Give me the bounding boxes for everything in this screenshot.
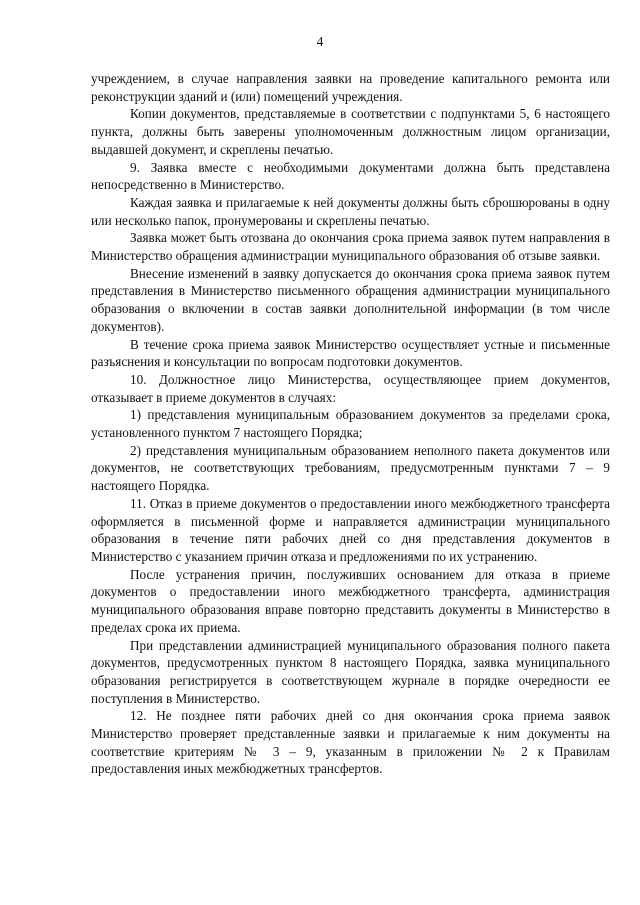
list-item: 2) представления муниципальным образованием неполного пакета документов или документов, не соответствующих требованиям, предусмотренным пунктами 7 – 9 настоящего Порядка. [91, 442, 610, 494]
paragraph: 10. Должностное лицо Министерства, осуществляющее прием документов, отказывает в приеме документов в случаях: [91, 371, 610, 405]
paragraph: При представлении администрацией муниципального образования полного пакета документов, предусмотренных пунктом 8 настоящего Порядка, заявка муниципального образования регистрируется в соответствующем журнале в порядке очередности ее поступления в Министерство. [91, 637, 610, 706]
paragraph: 12. Не позднее пяти рабочих дней со дня окончания срока приема заявок Министерство проверяет представленные заявки и прилагаемые к ним документы на соответствие критериям № 3 – 9, указанным в приложении № 2 к Правилам предоставления иных межбюджетных трансфертов. [91, 708, 610, 777]
paragraph: Копии документов, представляемые в соответствии с подпунктами 5, 6 настоящего пункта, должны быть заверены уполномоченным должностным лицом организации, выдавшей документ, и скреплены печатью. [91, 106, 610, 157]
paragraph: 9. Заявка вместе с необходимыми документами должна быть представлена непосредственно в Министерство. [91, 159, 610, 193]
paragraph: Каждая заявка и прилагаемые к ней документы должны быть сброшюрованы в одну или несколько папок, пронумерованы и скреплены печатью. [91, 194, 610, 228]
paragraph: После устранения причин, послуживших основанием для отказа в приеме документов о предоставлении иного межбюджетного трансферта, администрация муниципального образования вправе повторно представить документы в Министерство в пределах срока их приема. [91, 566, 610, 635]
paragraph: учреждением, в случае направления заявки на проведение капитального ремонта или реконструкции зданий и (или) помещений учреждения. [91, 71, 610, 104]
paragraph: Заявка может быть отозвана до окончания срока приема заявок путем направления в Министерство обращения администрации муниципального образования об отзыве заявки. [91, 230, 610, 264]
page-number: 4 [316, 34, 324, 49]
paragraph: 11. Отказ в приеме документов о предоставлении иного межбюджетного трансферта оформляется в письменной форме и направляется администрации муниципального образования в течение пяти рабочих дней со дня представления документов в Министерство с указанием причин отказа и предложениями по их устранению. [91, 495, 610, 564]
paragraph: В течение срока приема заявок Министерство осуществляет устные и письменные разъяснения и консультации по вопросам подготовки документов. [91, 336, 610, 370]
document-body [91, 70, 610, 778]
paragraph: Внесение изменений в заявку допускается до окончания срока приема заявок путем представления в Министерство письменного обращения администрации муниципального образования о включении в состав заявки дополнительной информации (в том числе документов). [91, 265, 610, 334]
list-item: 1) представления муниципальным образованием документов за пределами срока, установленного пунктом 7 настоящего Порядка; [91, 407, 610, 441]
